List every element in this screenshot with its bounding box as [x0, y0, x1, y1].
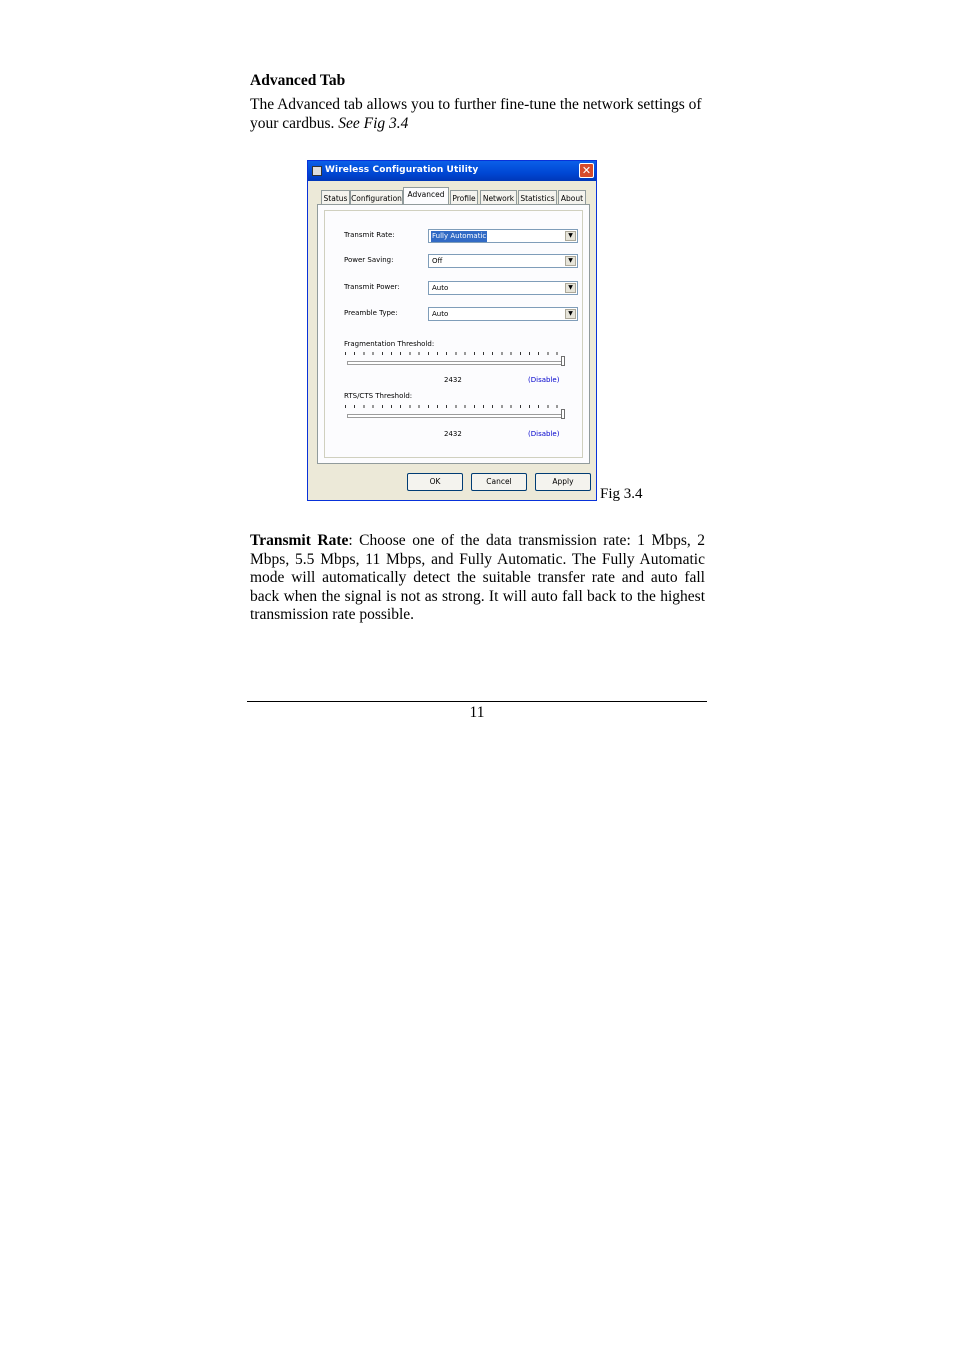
fragmentation-label: Fragmentation Threshold:	[344, 340, 435, 348]
tab-statistics[interactable]: Statistics	[518, 190, 557, 205]
fragmentation-status: (Disable)	[528, 376, 560, 384]
transmit-power-value: Auto	[432, 284, 449, 292]
advanced-panel	[317, 204, 590, 464]
tab-profile[interactable]: Profile	[450, 190, 478, 205]
transmit-rate-value: Fully Automatic	[432, 232, 487, 240]
rts-cts-label: RTS/CTS Threshold:	[344, 392, 413, 400]
close-button[interactable]: ✕	[579, 163, 594, 178]
rts-cts-status: (Disable)	[528, 430, 560, 438]
power-saving-label: Power Saving:	[344, 256, 394, 264]
tab-network[interactable]: Network	[480, 190, 517, 205]
chevron-down-icon[interactable]: ▼	[565, 256, 576, 266]
preamble-type-select[interactable]	[428, 307, 578, 321]
figure-caption: Fig 3.4	[600, 486, 643, 502]
tab-configuration[interactable]: Configuration	[350, 190, 403, 205]
apply-button[interactable]: Apply	[535, 473, 591, 491]
fragmentation-value: 2432	[444, 376, 462, 384]
transmit-power-select[interactable]	[428, 281, 578, 295]
chevron-down-icon[interactable]: ▼	[565, 283, 576, 293]
transmit-rate-description: : Choose one of the data transmission rate: 1 Mbps, 2 Mbps, 5.5 Mbps, 11 Mbps, and Fully Automatic. The Fully Automatic mode will automatically detect the suitable transfer rate and auto fall back when the signal is not as strong. It will auto fall back to the highest transmission rate possible.	[250, 532, 705, 623]
footer-rule	[247, 701, 707, 702]
power-saving-value: Off	[432, 257, 443, 265]
tab-about[interactable]: About	[558, 190, 586, 205]
chevron-down-icon[interactable]: ▼	[565, 309, 576, 319]
fragmentation-ticks	[345, 352, 563, 355]
section-heading: Advanced Tab	[250, 72, 346, 89]
dialog-title: Wireless Configuration Utility	[325, 165, 479, 175]
transmit-rate-select[interactable]	[428, 229, 578, 243]
transmit-rate-term: Transmit Rate	[250, 532, 349, 549]
tab-advanced[interactable]: Advanced	[403, 187, 449, 206]
chevron-down-icon[interactable]: ▼	[565, 231, 576, 241]
rts-cts-slider-thumb[interactable]	[561, 409, 565, 419]
transmit-power-label: Transmit Power:	[344, 283, 400, 291]
transmit-rate-label: Transmit Rate:	[344, 231, 395, 239]
rts-cts-ticks	[345, 405, 563, 408]
fragmentation-slider-thumb[interactable]	[561, 356, 565, 366]
title-bar[interactable]	[308, 161, 596, 181]
settings-group	[324, 210, 583, 458]
preamble-type-label: Preamble Type:	[344, 309, 398, 317]
figure-reference: See Fig 3.4	[338, 114, 409, 132]
rts-cts-slider[interactable]	[347, 414, 565, 418]
preamble-type-value: Auto	[432, 310, 449, 318]
rts-cts-value: 2432	[444, 430, 462, 438]
app-icon	[312, 166, 322, 176]
page-number: 11	[469, 704, 485, 721]
fragmentation-slider[interactable]	[347, 361, 565, 365]
intro-text: The Advanced tab allows you to further fine-tune the network settings of your cardbus.	[250, 96, 702, 132]
transmit-rate-paragraph	[250, 532, 705, 625]
power-saving-select[interactable]	[428, 254, 578, 268]
ok-button[interactable]: OK	[407, 473, 463, 491]
wireless-config-dialog	[307, 160, 597, 501]
cancel-button[interactable]: Cancel	[471, 473, 527, 491]
intro-paragraph	[250, 96, 705, 133]
tab-status[interactable]: Status	[321, 190, 350, 205]
